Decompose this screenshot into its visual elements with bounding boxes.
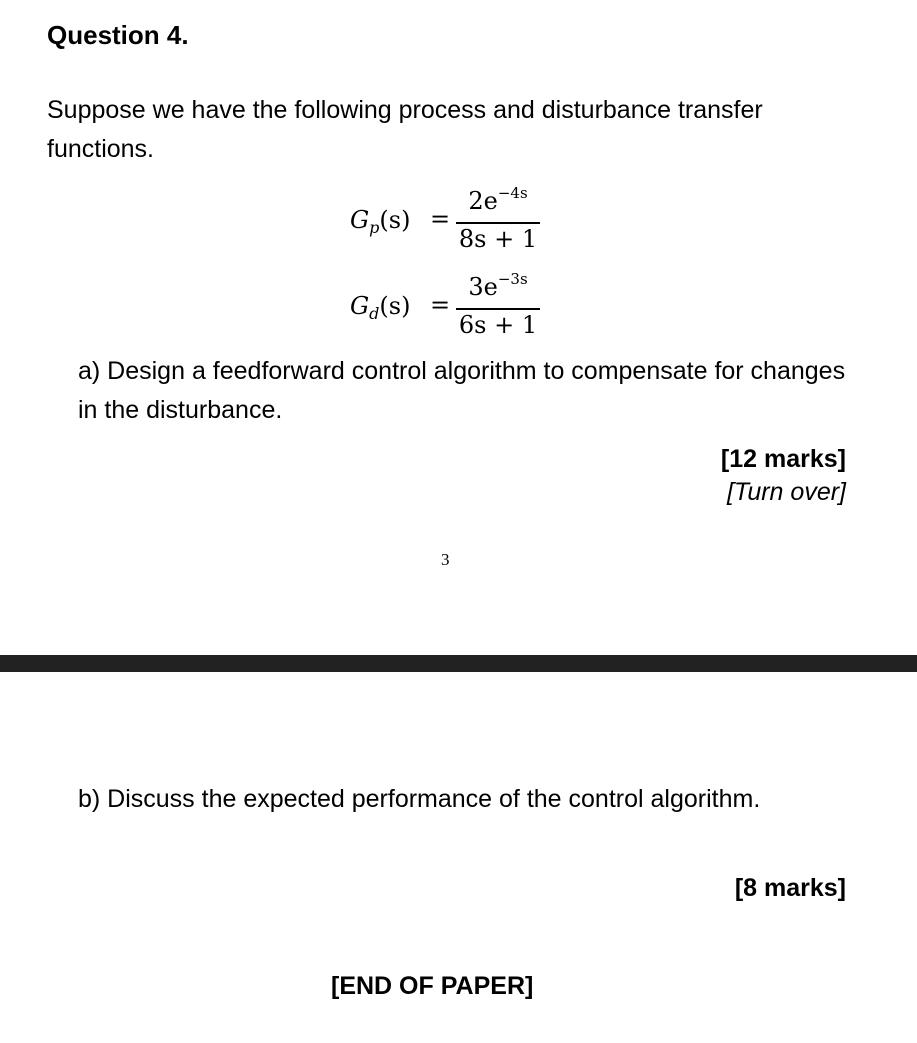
page-break-divider: [0, 655, 917, 672]
equation-gd-equals: =: [430, 291, 451, 319]
equation-gp-num-exponent: −4s: [497, 184, 528, 202]
equation-gd-num-exponent: −3s: [497, 270, 528, 288]
equation-gp-equals: =: [430, 205, 451, 233]
equation-gp-denominator: 8s + 1: [458, 225, 538, 253]
equation-gp-subscript: p: [369, 218, 380, 237]
equation-gd-argument: (s): [379, 292, 411, 320]
part-b-marks: [8 marks]: [734, 874, 846, 902]
equation-gp-fraction-bar: [456, 222, 540, 224]
intro-text: Suppose we have the following process and disturbance transfer functions.: [47, 96, 763, 163]
equation-gd-lhs: [350, 292, 410, 323]
part-b-text: b) Discuss the expected performance of the control algorithm.: [78, 785, 761, 813]
equation-gd-numerator: [456, 270, 540, 301]
part-a-marks: [12 marks]: [720, 445, 846, 473]
equation-gd-subscript: d: [369, 304, 380, 323]
equation-gp-symbol: G: [350, 206, 370, 234]
equation-gd-denominator: 6s + 1: [458, 311, 538, 339]
equation-gp-argument: (s): [379, 206, 411, 234]
part-a-text: a) Design a feedforward control algorithm to compensate for changes in the disturbance.: [78, 357, 846, 424]
page-number: 3: [441, 550, 450, 569]
end-of-paper-label: [END OF PAPER]: [331, 972, 534, 1000]
question-heading: Question 4.: [47, 20, 189, 50]
equation-gp-numerator: [456, 184, 540, 215]
equation-gp-num-base: 2e: [468, 187, 498, 215]
turn-over-label: [Turn over]: [726, 478, 846, 506]
equation-gd-symbol: G: [350, 292, 370, 320]
equation-gp-lhs: [350, 206, 410, 237]
equation-gd-num-base: 3e: [468, 273, 498, 301]
equation-gd-fraction-bar: [456, 308, 540, 310]
